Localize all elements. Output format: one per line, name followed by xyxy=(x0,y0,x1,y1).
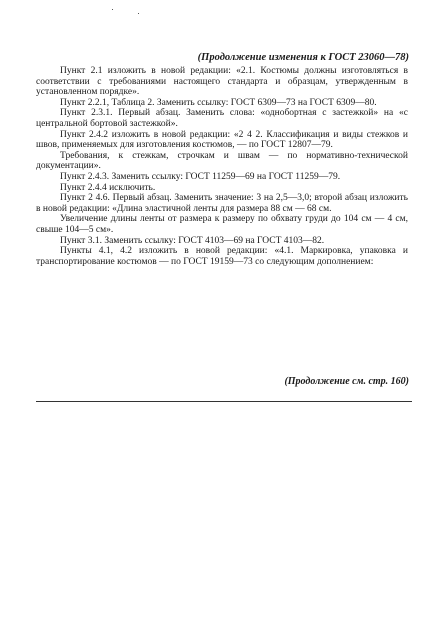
scan-speck xyxy=(112,9,113,10)
paragraph-tape-length: Увеличение длины ленты от размера к размеру по обхвату груди до 104 см — 4 см, свыше 104—5 см». xyxy=(36,214,408,235)
continued-footer: (Продолжение см. стр. 160) xyxy=(284,376,409,387)
document-body xyxy=(36,66,408,267)
paragraph-2-4-2: Пункт 2.4.2 изложить в новой редакции: «2 4 2. Классификация и виды стежков и швов, применяемых для изготовления костюмов, — по ГОСТ 12807—79. xyxy=(36,129,408,151)
paragraph-2-4-3: Пункт 2.4.3. Заменить ссылку: ГОСТ 11259—69 на ГОСТ 11259—79. xyxy=(60,171,341,182)
paragraph-4-1-4-2: Пункты 4.1, 4.2 изложить в новой редакции: «4.1. Маркировка, упаковка и транспортирование костюмов — по ГОСТ 19159—73 со следующим дополнением: xyxy=(36,246,408,267)
paragraph-requirements: Требования, к стежкам, строчкам и швам — по нормативно-технической документации». xyxy=(36,150,408,172)
paragraph-2-2-1: Пункт 2.2.1, Таблица 2. Заменить ссылку: ГОСТ 6309—73 на ГОСТ 6309—80. xyxy=(60,97,377,108)
paragraph-2-3-1: Пункт 2.3.1. Первый абзац. Заменить слова: «однобортная с застежкой» на «с центральной бортовой застежкой». xyxy=(36,108,408,129)
scan-speck xyxy=(138,13,139,14)
paragraph-3-1: Пункт 3.1. Заменить ссылку: ГОСТ 4103—69 на ГОСТ 4103—82. xyxy=(60,235,325,246)
continuation-header: (Продолжение изменения к ГОСТ 23060—78) xyxy=(197,52,409,63)
paragraph-2-4-6: Пункт 2 4.6. Первый абзац. Заменить значение: 3 на 2,5—3,0; второй абзац изложить в новой редакции: «Длина эластичной ленты для размера 88 см — 68 см. xyxy=(36,193,408,214)
paragraph-2-4-4: Пункт 2.4.4 исключить. xyxy=(60,182,156,193)
bottom-divider xyxy=(36,401,412,402)
paragraph-2-1: Пункт 2.1 изложить в новой редакции: «2.1. Костюмы должны изготовляться в соответствии с требованиями настоящего стандарта и образцам, утвержденным в установленном порядке». xyxy=(36,66,408,98)
